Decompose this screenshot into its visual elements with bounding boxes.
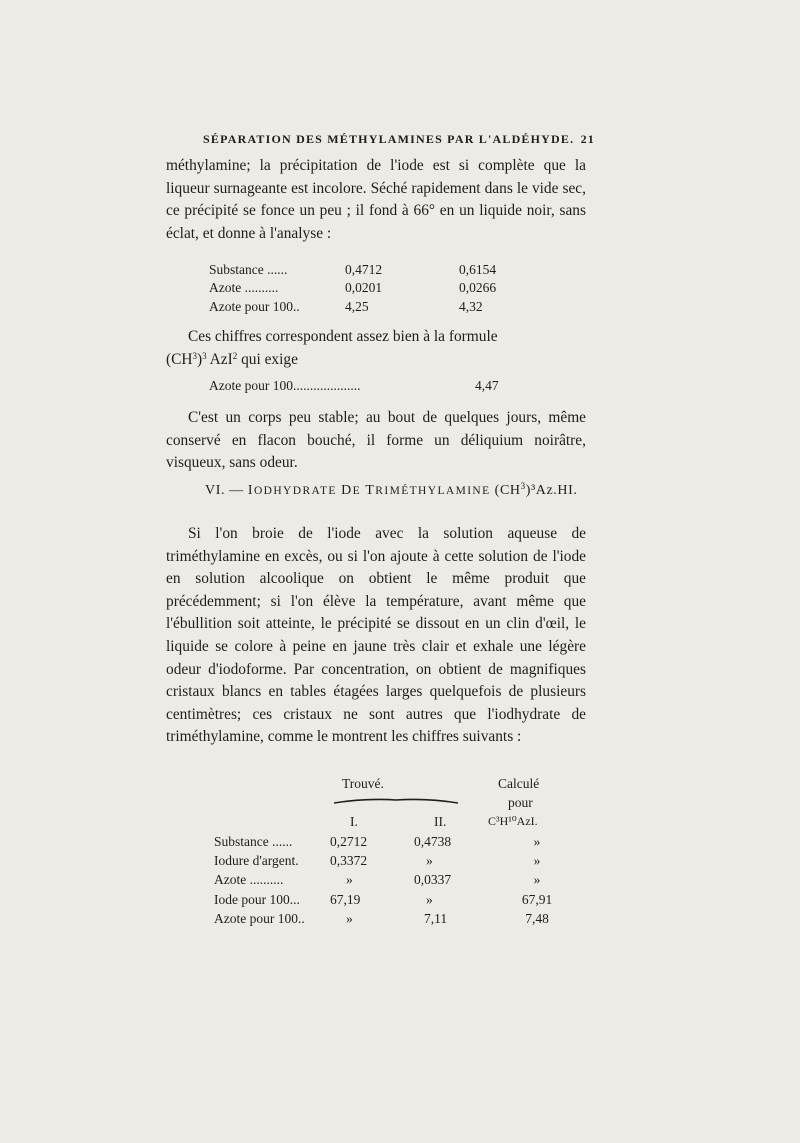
row-label: Iode pour 100... — [214, 891, 300, 907]
value-cell: 4,25 — [345, 298, 369, 314]
table-row — [214, 851, 594, 870]
table-row — [214, 909, 594, 928]
header-trouve: Trouvé. — [342, 776, 384, 791]
value-cell: 0,4712 — [345, 262, 383, 277]
value-cell: 0,3372 — [330, 853, 368, 869]
value-cell: » — [533, 834, 541, 849]
paragraph-2-line: Ces chiffres correspondent assez bien à la formule — [188, 328, 498, 345]
page-number: 21 — [580, 132, 595, 146]
running-title: SÉPARATION DES MÉTHYLAMINES PAR L'ALDÉHYDE. — [203, 132, 575, 146]
paragraph-2 — [166, 326, 586, 371]
superscript: 3 — [202, 350, 207, 361]
heading-formula: (CH — [490, 483, 521, 498]
heading-initial: T — [365, 483, 376, 498]
paragraph-4: Si l'on broie de l'iode avec la solution aqueuse de triméthylamine en excès, ou si l'on ajoute à cette solution de l'iode en solution alcoolique on obtient le même produit que précédemment; si l'on élève la température, avant même que l'ébullition soit atteinte, le précipité se dissout en un clin d'œil, le liquide se colore à peine en jaune très clair et exhale une légère odeur d'iodoforme. Par concentration, on obtient de magnifiques cristaux blancs en tables étagées larges quelquefois de plusieurs centimètres; ces cristaux ne sont autres que l'iodhydrate de triméthylamine, comme le montrent les chiffres suivants : — [166, 525, 586, 746]
formula-line — [166, 349, 586, 372]
row-label: Azote pour 100.................... — [209, 378, 361, 393]
table-row — [214, 870, 594, 889]
header-col-1: I. — [350, 814, 358, 829]
table-header — [214, 774, 594, 832]
table-row — [214, 832, 594, 851]
heading-rest: RIMÉTHYLAMINE — [375, 485, 491, 497]
value-cell: 4,47 — [475, 378, 499, 393]
value-cell: 7,11 — [424, 910, 448, 926]
azote-requirement-line — [209, 378, 589, 394]
heading-initial: I — [247, 483, 254, 498]
formula-part: qui exige — [237, 350, 298, 368]
heading-prefix: VI. — — [205, 483, 248, 498]
formula-part: (CH — [166, 350, 193, 368]
heading-rest: E — [352, 485, 366, 497]
row-label: Substance ...... — [214, 834, 293, 849]
value-cell: 67,91 — [521, 891, 553, 907]
table-body — [214, 832, 594, 928]
superscript: 3 — [192, 350, 198, 361]
value-cell: » — [426, 891, 433, 907]
row-label: Azote pour 100.. — [209, 298, 300, 314]
paragraph-1: méthylamine; la précipitation de l'iode est si complète que la liqueur surnageante est incolore. Séché rapidement dans le vide sec, ce précipité se fonce un peu ; il fond à 66° en un liquide noir, sans éclat, et donne à l'analyse : — [166, 157, 586, 242]
superscript: 3 — [520, 481, 526, 491]
row-label: Azote .......... — [209, 280, 279, 296]
value-cell: 0,0266 — [459, 280, 497, 296]
header-formula: C³H¹⁰AzI. — [488, 814, 538, 828]
formula-part: AzI — [206, 350, 233, 368]
value-cell: 7,48 — [525, 910, 549, 926]
paragraph-3: C'est un corps peu stable; au bout de quelques jours, même conservé en flacon bouché, il forme un déliquium noirâtre, visqueux, sans odeur. — [166, 409, 586, 472]
heading-initial: D — [341, 483, 353, 498]
analysis-table-2 — [214, 774, 594, 928]
value-cell: » — [426, 853, 433, 869]
table-row — [209, 298, 569, 316]
value-cell: 0,2712 — [330, 834, 368, 849]
header-pour: pour — [508, 795, 533, 810]
value-cell: » — [346, 910, 353, 926]
heading-title — [248, 485, 491, 497]
table-row — [209, 261, 569, 279]
heading-formula: )³Az.HI. — [525, 483, 578, 498]
value-cell: 67,19 — [330, 891, 361, 907]
row-label: Azote pour 100.. — [214, 910, 305, 926]
table-row — [209, 279, 569, 297]
table-row — [214, 890, 594, 909]
header-col-2: II. — [434, 814, 447, 829]
section-heading — [205, 483, 585, 499]
header-calcule: Calculé — [498, 776, 540, 791]
formula-part: ) — [197, 350, 203, 368]
running-head — [203, 132, 595, 147]
superscript: 2 — [232, 350, 238, 361]
value-cell: » — [346, 872, 353, 888]
value-cell: 0,0337 — [414, 872, 452, 888]
heading-rest: ODHYDRATE — [253, 485, 342, 497]
row-label: Iodure d'argent. — [214, 853, 299, 869]
analysis-table-1 — [209, 261, 569, 316]
row-label: Azote .......... — [214, 872, 284, 888]
value-cell: 0,0201 — [345, 280, 383, 296]
brace-icon — [334, 798, 458, 804]
value-cell: 0,6154 — [459, 262, 497, 277]
value-cell: » — [533, 872, 541, 888]
value-cell: 0,4738 — [414, 834, 452, 849]
value-cell: » — [533, 853, 541, 869]
row-label: Substance ...... — [209, 262, 288, 277]
value-cell: 4,32 — [459, 298, 483, 314]
